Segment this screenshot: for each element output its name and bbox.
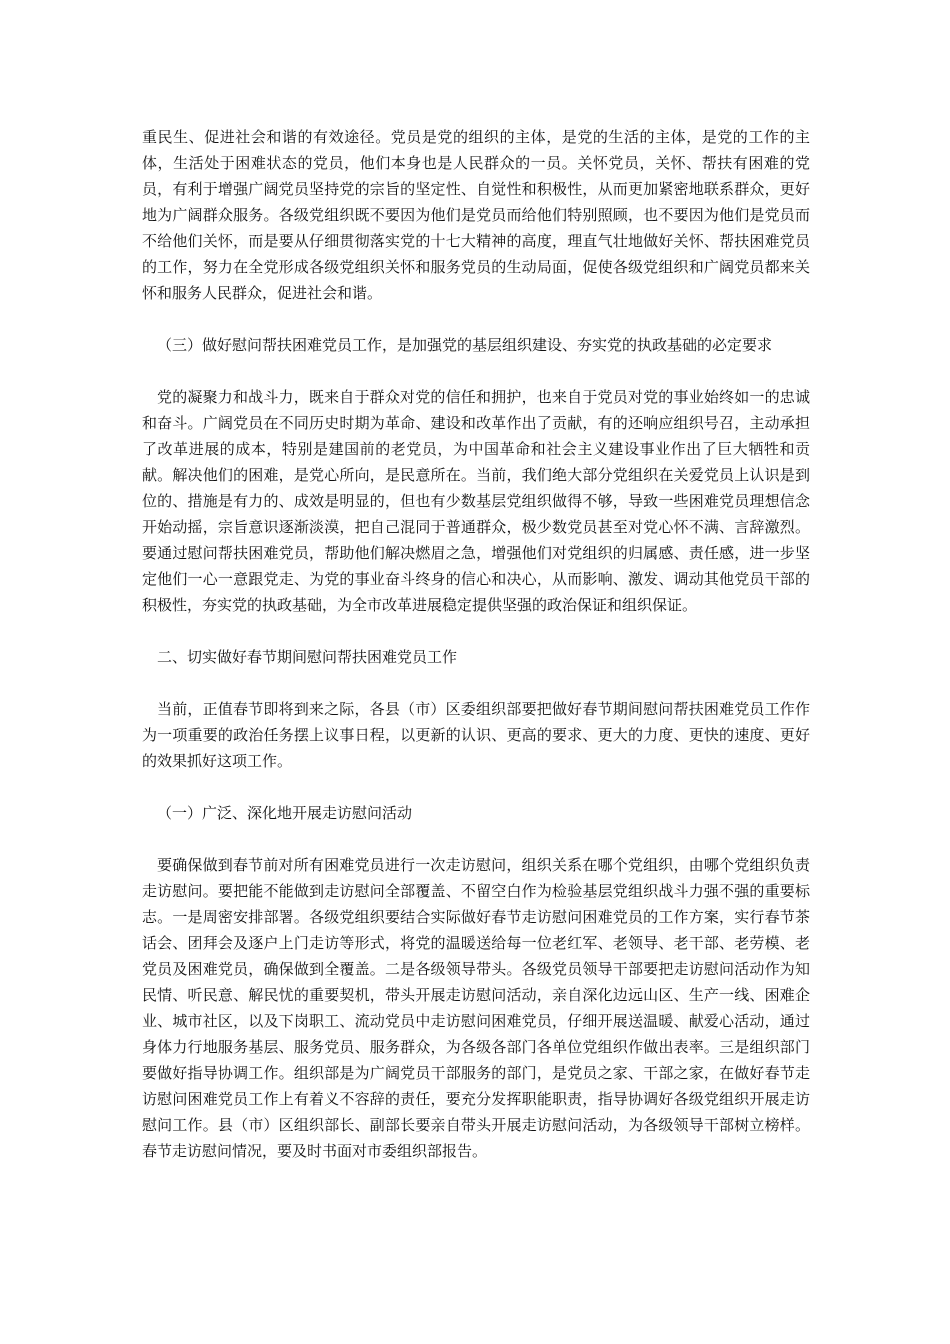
- paragraph-gap: [142, 826, 810, 852]
- paragraph-visits: 要确保做到春节前对所有困难党员进行一次走访慰问，组织关系在哪个党组织，由哪个党组织负责走访慰问。要把能不能做到走访慰问全部覆盖、不留空白作为检验基层党组织战斗力强不强的重要标志。一是周密安排部署。各级党组织要结合实际做好春节走访慰问困难党员的工作方案，实行春节茶话会、团拜会及逐户上门走访等形式，将党的温暖送给每一位老红军、老领导、老干部、老劳模、老党员及困难党员，确保做到全覆盖。二是各级领导带头。各级党员领导干部要把走访慰问活动作为知民情、听民意、解民忧的重要契机，带头开展走访慰问活动，亲自深化边远山区、生产一线、困难企业、城市社区，以及下岗职工、流动党员中走访慰问困难党员，仔细开展送温暖、献爱心活动，通过身体力行地服务基层、服务党员、服务群众，为各级各部门各单位党组织作做出表率。三是组织部门要做好指导协调工作。组织部是为广阔党员干部服务的部门，是党员之家、干部之家，在做好春节走访慰问困难党员工作上有着义不容辞的责任，要充分发挥职能职责，指导协调好各级党组织开展走访慰问工作。县（市）区组织部长、副部长要亲自带头开展走访慰问活动，为各级领导干部树立榜样。春节走访慰问情况，要及时书面对市委组织部报告。: [142, 856, 810, 1160]
- paragraph-gap: [142, 774, 810, 800]
- section-heading-two: 二、切实做好春节期间慰问帮扶困难党员工作: [157, 648, 458, 666]
- paragraph-intro: 重民生、促进社会和谐的有效途径。党员是党的组织的主体，是党的生活的主体，是党的工作的主体，生活处于困难状态的党员，他们本身也是人民群众的一员。关怀党员，关怀、帮扶有困难的党员，有利于增强广阔党员坚持党的宗旨的坚定性、自觉性和积极性，从而更加紧密地联系群众，更好地为广阔群众服务。各级党组织既不要因为他们是党员而给他们特别照顾，也不要因为他们是党员而不给他们关怀，而是要从仔细贯彻落实党的十七大精神的高度，理直气壮地做好关怀、帮扶困难党员的工作，努力在全党形成各级党组织关怀和服务党员的生动局面，促使各级党组织和广阔党员都来关怀和服务人民群众，促进社会和谐。: [142, 128, 810, 302]
- document-body: [142, 124, 810, 1164]
- paragraph-cohesion: 党的凝聚力和战斗力，既来自于群众对党的信任和拥护，也来自于党员对党的事业始终如一的忠诚和奋斗。广阔党员在不同历史时期为革命、建设和改革作出了贡献，有的还响应组织号召，主动承担了改革进展的成本，特别是建国前的老党员，为中国革命和社会主义建设事业作出了巨大牺牲和贡献。解决他们的困难，是党心所向，是民意所在。当前，我们绝大部分党组织在关爱党员上认识是到位的、措施是有力的、成效是明显的，但也有少数基层党组织做得不够，导致一些困难党员理想信念开始动摇，宗旨意识逐渐淡漠，把自己混同于普通群众，极少数党员甚至对党心怀不满、言辞激烈。要通过慰问帮扶困难党员，帮助他们解决燃眉之急，增强他们对党组织的归属感、责任感，进一步坚定他们一心一意跟党走、为党的事业奋斗终身的信心和决心，从而影响、激发、调动其他党员干部的积极性，夯实党的执政基础，为全市改革进展稳定提供坚强的政治保证和组织保证。: [142, 388, 810, 614]
- paragraph-gap: [142, 306, 810, 332]
- subheading-three: （三）做好慰问帮扶困难党员工作，是加强党的基层组织建设、夯实党的执政基础的必定要求: [157, 336, 773, 354]
- paragraph-gap: [142, 358, 810, 384]
- paragraph-spring-festival: 当前，正值春节即将到来之际，各县（市）区委组织部要把做好春节期间慰问帮扶困难党员工作作为一项重要的政治任务摆上议事日程，以更新的认识、更高的要求、更大的力度、更快的速度、更好的效果抓好这项工作。: [142, 700, 810, 770]
- paragraph-gap: [142, 618, 810, 644]
- paragraph-gap: [142, 670, 810, 696]
- subheading-one: （一）广泛、深化地开展走访慰问活动: [157, 804, 413, 822]
